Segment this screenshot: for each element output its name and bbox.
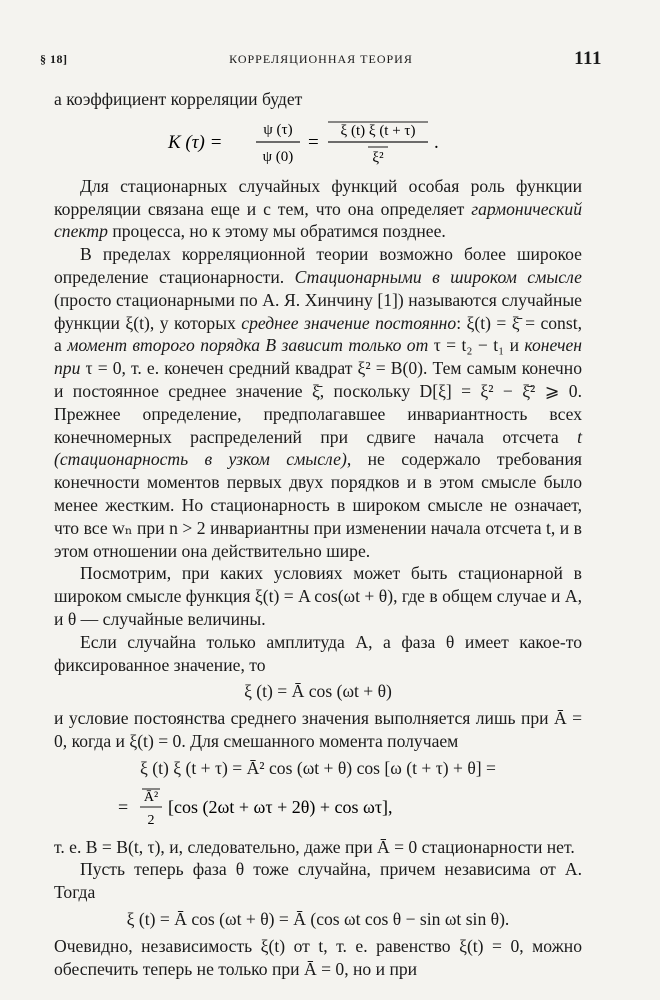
formula-1-lhs: K (τ) = xyxy=(168,131,223,153)
paragraph-8: Пусть теперь фаза θ тоже случайна, причем независима от A. Тогда xyxy=(54,859,582,903)
paragraph-7: т. е. B = B(t, τ), и, следовательно, даже при Ā = 0 стационарности нет. xyxy=(54,836,575,857)
paragraph-3: В пределах корреляционной теории возможно более широкое определение стационарности. Стационарными в широком смысле (просто стационарными по А. Я. Хинчину [1]) называются случайные функции ξ(t), у которых среднее значение постоянно: ξ(t) = ξ̄ = const, а момент второго порядка B зависит только от τ = t₂ − t₁ и конечен при τ = 0, т. е. конечен средний квадрат ξ² = B(0). Тем самым конечно и постоянное среднее значение ξ̄, поскольку D[ξ] = ξ² − ξ̄² ⩾ 0. Прежнее определение, предполагавшее инвариантность всех конечномерных распределений при сдвиге начала отсчета t (стационарность в узком смысле), не содержало требования конечности моментов первых двух порядков и в этом смысле было менее жестким. Но стационарность в широком смысле не означает, что все wₙ при n > 2 инвариантны при изменении начала отсчета t, и в этом отношении она действительно шире. xyxy=(54,244,582,561)
formula-mixed-moment-line-2 xyxy=(54,786,582,830)
formula-mixed-moment-line-1: ξ (t) ξ (t + τ) = Ā² cos (ωt + θ) cos [ω (t + τ) + θ] = xyxy=(140,757,496,778)
formula-1-equals: = xyxy=(308,131,319,153)
formula-3-equals: = xyxy=(118,796,129,817)
paragraph-5: Если случайна только амплитуда A, а фаза θ имеет какое-то фиксированное значение, то xyxy=(54,631,582,675)
formula-3-fraction-denominator: 2 xyxy=(147,812,155,828)
formula-1-denominator-2: ξ² xyxy=(372,149,384,166)
formula-mean-value: ξ (t) = Ā cos (ωt + θ) xyxy=(244,681,392,702)
formula-1-period: . xyxy=(434,131,439,153)
formula-1-numerator-1: ψ (τ) xyxy=(263,121,293,138)
running-title: КОРРЕЛЯЦИОННАЯ ТЕОРИЯ xyxy=(229,52,413,66)
formula-correlation-coefficient xyxy=(54,117,582,169)
paragraph-4: Посмотрим, при каких условиях может быть стационарной в широком смысле функция ξ(t) = A cos(ωt + θ), где в общем случае и A, и θ — случайные величины. xyxy=(54,563,582,629)
formula-3-fraction-numerator: Ā² xyxy=(143,789,159,805)
section-number: § 18] xyxy=(40,52,68,66)
formula-random-phase-mean: ξ (t) = Ā cos (ωt + θ) = Ā (cos ωt cos θ − sin ωt sin θ). xyxy=(126,908,510,929)
formula-3-bracket-expression: [cos (2ωt + ωτ + 2θ) + cos ωτ], xyxy=(168,796,393,817)
page-header xyxy=(40,48,602,72)
formula-1-numerator-2: ξ (t) ξ (t + τ) xyxy=(340,122,416,139)
formula-1-denominator-1: ψ (0) xyxy=(262,148,294,165)
paragraph-1: а коэффициент корреляции будет xyxy=(54,89,303,109)
paragraph-6: и условие постоянства среднего значения выполняется лишь при Ā = 0, когда и ξ(t) = 0. Для смешанного момента получаем xyxy=(54,708,582,751)
page-body xyxy=(54,88,582,980)
paragraph-2: Для стационарных случайных функций особая роль функции корреляции связана еще и с тем, что она определяет гармонический спектр процесса, но к этому мы обратимся позднее. xyxy=(54,175,582,242)
paragraph-9: Очевидно, независимость ξ(t) от t, т. е. равенство ξ(t) = 0, можно обеспечить теперь не только при Ā = 0, но и при xyxy=(54,935,582,979)
page-number: 111 xyxy=(574,48,602,69)
